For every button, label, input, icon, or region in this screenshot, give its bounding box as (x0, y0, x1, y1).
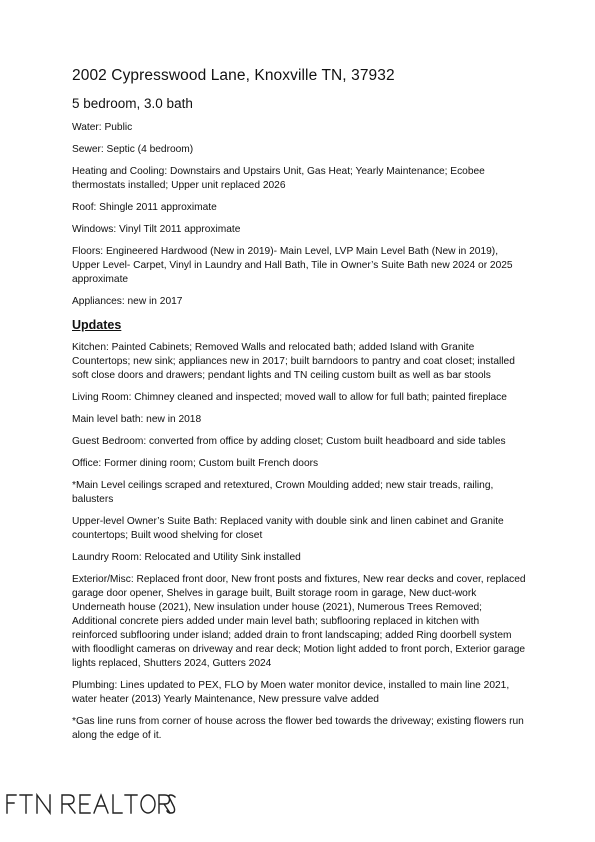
detail-roof: Roof: Shingle 2011 approximate (72, 202, 217, 213)
update-living-room: Living Room: Chimney cleaned and inspected; moved wall to allow for full bath; painted fireplace (72, 392, 507, 403)
update-owners-suite-bath: Upper-level Owner’s Suite Bath: Replaced vanity with double sink and linen cabinet and Granite countertops; Built wood shelving for closet (72, 516, 504, 541)
document-page (72, 66, 527, 751)
update-main-level-ceilings: *Main Level ceilings scraped and retextured, Crown Moulding added; new stair treads, railing, balusters (72, 480, 494, 505)
update-gas-line-note: *Gas line runs from corner of house across the flower bed towards the driveway; existing flowers run along the edge of it. (72, 716, 524, 741)
update-laundry-room: Laundry Room: Relocated and Utility Sink installed (72, 552, 301, 563)
detail-windows: Windows: Vinyl Tilt 2011 approximate (72, 224, 241, 235)
update-guest-bedroom: Guest Bedroom: converted from office by adding closet; Custom built headboard and side tables (72, 436, 506, 447)
detail-heating-cooling: Heating and Cooling: Downstairs and Upstairs Unit, Gas Heat; Yearly Maintenance; Ecobee thermostats installed; Upper unit replaced 2026 (72, 166, 485, 191)
update-kitchen: Kitchen: Painted Cabinets; Removed Walls and relocated bath; added Island with Granite Countertops; new sink; appliances new in 2017; built barndoors to pantry and coat closet; installed soft close doors and drawers; pendant lights and TN ceiling custom built as well as bar stools (72, 342, 515, 381)
detail-appliances: Appliances: new in 2017 (72, 296, 183, 307)
bed-bath-summary: 5 bedroom, 3.0 bath (72, 96, 193, 111)
detail-sewer: Sewer: Septic (4 bedroom) (72, 144, 194, 155)
update-exterior-misc: Exterior/Misc: Replaced front door, New front posts and fixtures, New rear decks and cover, replaced garage door opener, Shelves in garage built, Built storage room in garage, New duct-work Underneath house (2021), New insulation under house (2021), Numerous Trees Removed; Additional concrete piers added under main level bath; subflooring replaced in kitchen with reinforced subflooring under island; added drain to front landscaping; added Ring doorbell system with floodlight cameras on driveway and rear deck; Motion light added to front porch, Exterior garage lights replaced, Shutters 2024, Gutters 2024 (72, 574, 526, 669)
ftn-realtors-logo (6, 793, 178, 815)
update-plumbing: Plumbing: Lines updated to PEX, FLO by Moen water monitor device, installed to main line 2021, water heater (2013) Yearly Maintenance, New pressure valve added (72, 680, 510, 705)
detail-water: Water: Public (72, 122, 133, 133)
detail-floors: Floors: Engineered Hardwood (New in 2019)- Main Level, LVP Main Level Bath (New in 2019), Upper Level- Carpet, Vinyl in Laundry and Hall Bath, Tile in Owner’s Suite Bath new 2024 or 2025 approximate (72, 246, 513, 285)
property-address: 2002 Cypresswood Lane, Knoxville TN, 37932 (72, 67, 395, 84)
updates-heading: Updates (72, 318, 122, 332)
update-main-level-bath: Main level bath: new in 2018 (72, 414, 202, 425)
update-office: Office: Former dining room; Custom built French doors (72, 458, 319, 469)
